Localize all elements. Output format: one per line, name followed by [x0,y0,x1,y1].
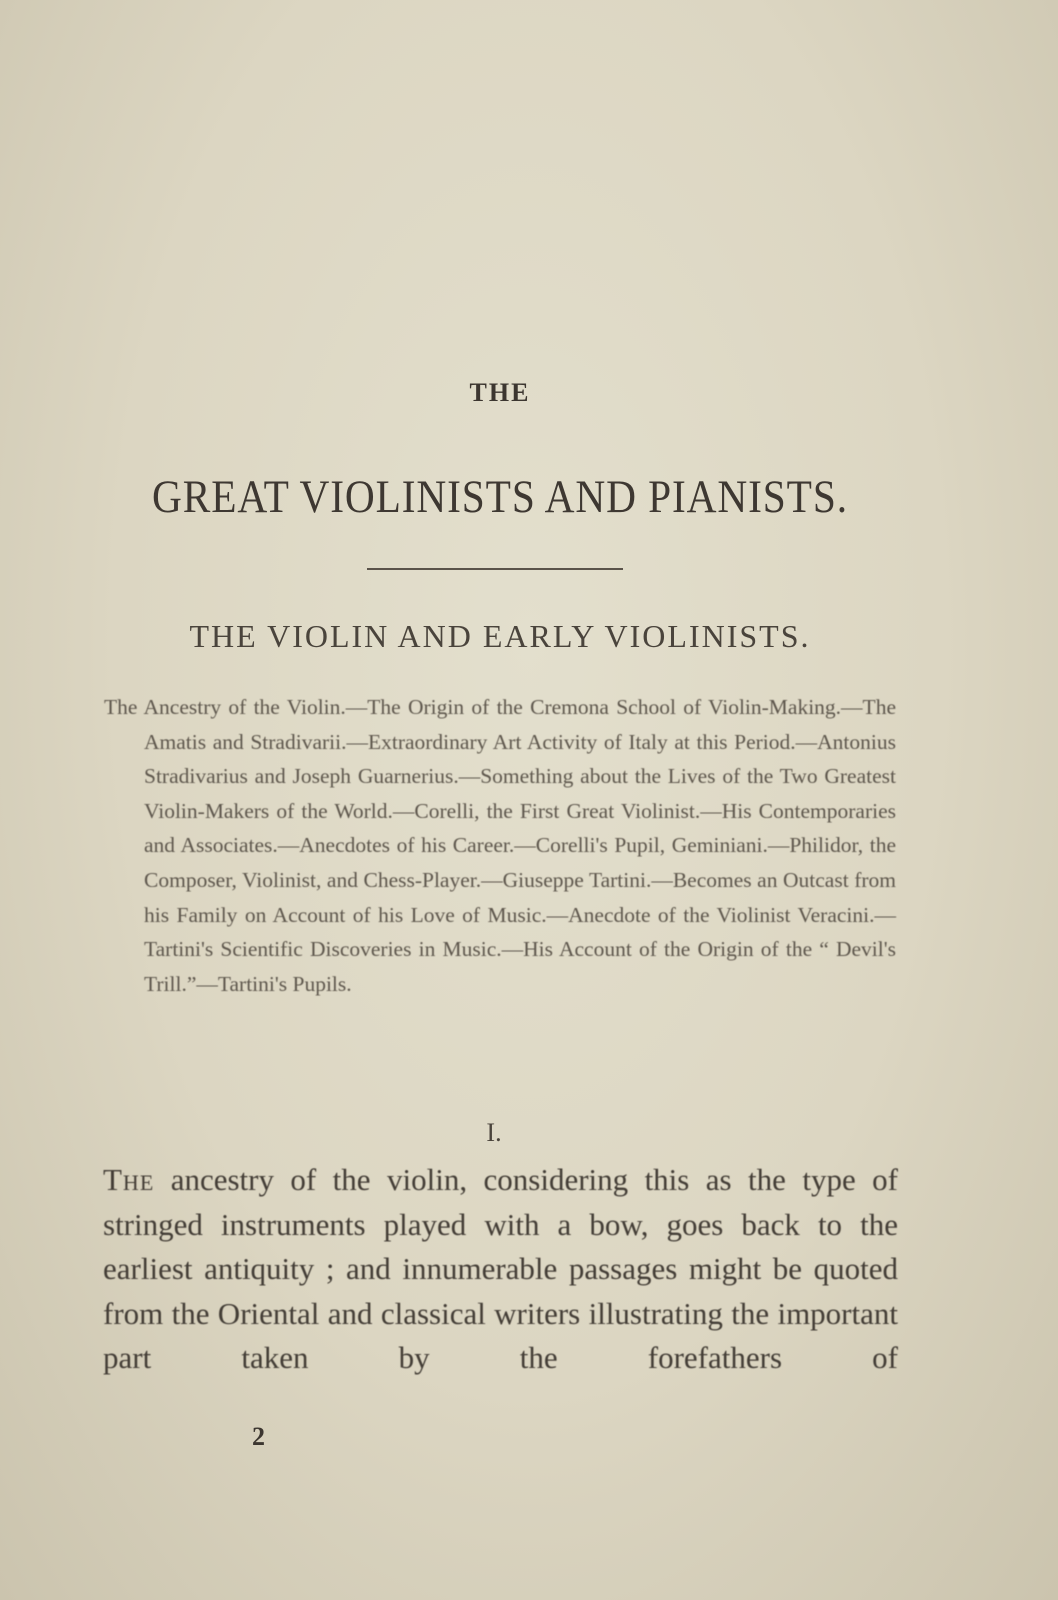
body-paragraph [103,1158,898,1381]
chapter-title: THE VIOLIN AND EARLY VIOLINISTS. [189,618,811,654]
section-number: I. [486,1118,502,1147]
chapter-synopsis: The Ancestry of the Violin.—The Origin of the Cremona School of Violin-Making.—The Amatis and Stradivarii.—Extraordinary Art Activity of Italy at this Period.—Antonius Stradivarius and Joseph Guarnerius.—Something about the Lives of the Two Greatest Violin-Makers of the World.—Corelli, the First Great Violinist.—His Contemporaries and Associates.—Anecdotes of his Career.—Corelli's Pupil, Geminiani.—Philidor, the Composer, Violinist, and Chess-Player.—Giuseppe Tartini.—Becomes an Outcast from his Family on Account of his Love of Music.—Anecdote of the Violinist Veracini.—Tartini's Scientific Discoveries in Music.—His Account of the Origin of the “ Devil's Trill.”—Tartini's Pupils. [104,695,896,996]
body-text: ancestry of the violin, considering this as the type of stringed instruments played with a bow, goes back to the earliest antiquity ; and innumerable passages might be quoted from the Oriental and classical writers illustrating the important part taken by the forefathers of [103,1162,898,1376]
body-first-word: The [103,1162,155,1197]
book-title: GREAT VIOLINISTS AND PIANISTS. [152,471,848,523]
pre-title: THE [469,378,531,407]
title-divider [367,568,623,570]
signature-mark: 2 [252,1422,265,1451]
